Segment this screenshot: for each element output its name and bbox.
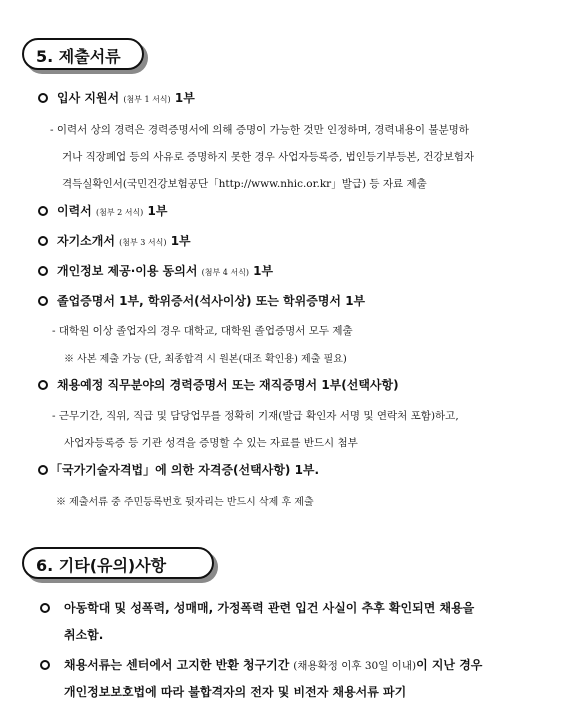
doc-item-detail: - 근무기간, 직위, 직급 및 담당업무를 정확히 기재(발급 확인자 서명 및 연락처 포함)하고, xyxy=(52,410,459,422)
notice-paren-text: (채용확정 이후 30일 이내) xyxy=(293,660,417,672)
doc-item-detail: ※ 사본 제출 가능 (단, 최종합격 시 원본(대조 확인용) 제출 필요) xyxy=(64,354,347,365)
bullet-icon xyxy=(40,603,50,613)
doc-item-count: 1부 xyxy=(174,91,195,105)
doc-item-name: 채용예정 직무분야의 경력증명서 또는 재직증명서 1부(선택사항) xyxy=(57,378,399,392)
doc-item-detail: 거나 직장폐업 등의 사유로 증명하지 못한 경우 사업자등록증, 법인등기부등본, 건강보험자 xyxy=(62,151,475,163)
notice-item-documents xyxy=(40,656,482,673)
doc-item-detail: - 대학원 이상 졸업자의 경우 대학교, 대학원 졸업증명서 모두 제출 xyxy=(52,325,353,337)
doc-item-note: (첨부 3 서식) xyxy=(119,238,167,247)
notice-item-abuse xyxy=(40,599,474,616)
section-5-footnote: ※ 제출서류 중 주민등록번호 뒷자리는 반드시 삭제 후 제출 xyxy=(56,497,314,508)
notice-text: 이 지난 경우 xyxy=(416,658,483,672)
notice-text: 아동학대 및 성폭력, 성매매, 가정폭력 관련 입건 사실이 추후 확인되면 채용을 xyxy=(64,601,475,615)
doc-item-name: 개인정보 제공·이용 동의서 xyxy=(57,264,198,278)
doc-item-note: (첨부 2 서식) xyxy=(95,208,144,217)
doc-item-name: 졸업증명서 1부, 학위증서(석사이상) 또는 학위증명서 1부 xyxy=(57,294,366,308)
doc-item-count: 1부 xyxy=(147,204,168,218)
doc-item-count: 1부 xyxy=(253,264,274,278)
notice-text-cont: 취소함. xyxy=(64,628,104,642)
doc-item-name: 이력서 xyxy=(57,204,92,218)
doc-item-name: 자기소개서 xyxy=(57,234,115,248)
section-6-title-text: 6. 기타(유의)사항 xyxy=(36,556,167,575)
notice-text: 채용서류는 센터에서 고지한 반환 청구기간 xyxy=(64,658,290,672)
doc-item-detail: - 이력서 상의 경력은 경력증명서에 의해 증명이 가능한 것만 인정하며, 경력내용이 불분명하 xyxy=(50,124,469,136)
doc-item-count: 1부 xyxy=(170,234,191,248)
doc-item-name: 「국가기술자격법」에 의한 자격증(선택사항) 1부. xyxy=(50,463,320,477)
section-5-title-text: 5. 제출서류 xyxy=(36,47,121,66)
doc-item-note: (첨부 4 서식) xyxy=(201,268,249,277)
doc-item-detail: 격득실확인서(국민건강보험공단「http://www.nhic.or.kr」발급) 등 자료 제출 xyxy=(62,178,427,190)
bullet-icon xyxy=(40,660,50,670)
doc-item-detail: 사업자등록증 등 기관 성격을 증명할 수 있는 자료를 반드시 첨부 xyxy=(64,437,358,449)
notice-text-cont: 개인정보보호법에 따라 불합격자의 전자 및 비전자 채용서류 파기 xyxy=(64,685,407,699)
doc-item-note: (첨부 1 서식) xyxy=(123,95,171,104)
doc-item-name: 입사 지원서 xyxy=(57,91,120,105)
